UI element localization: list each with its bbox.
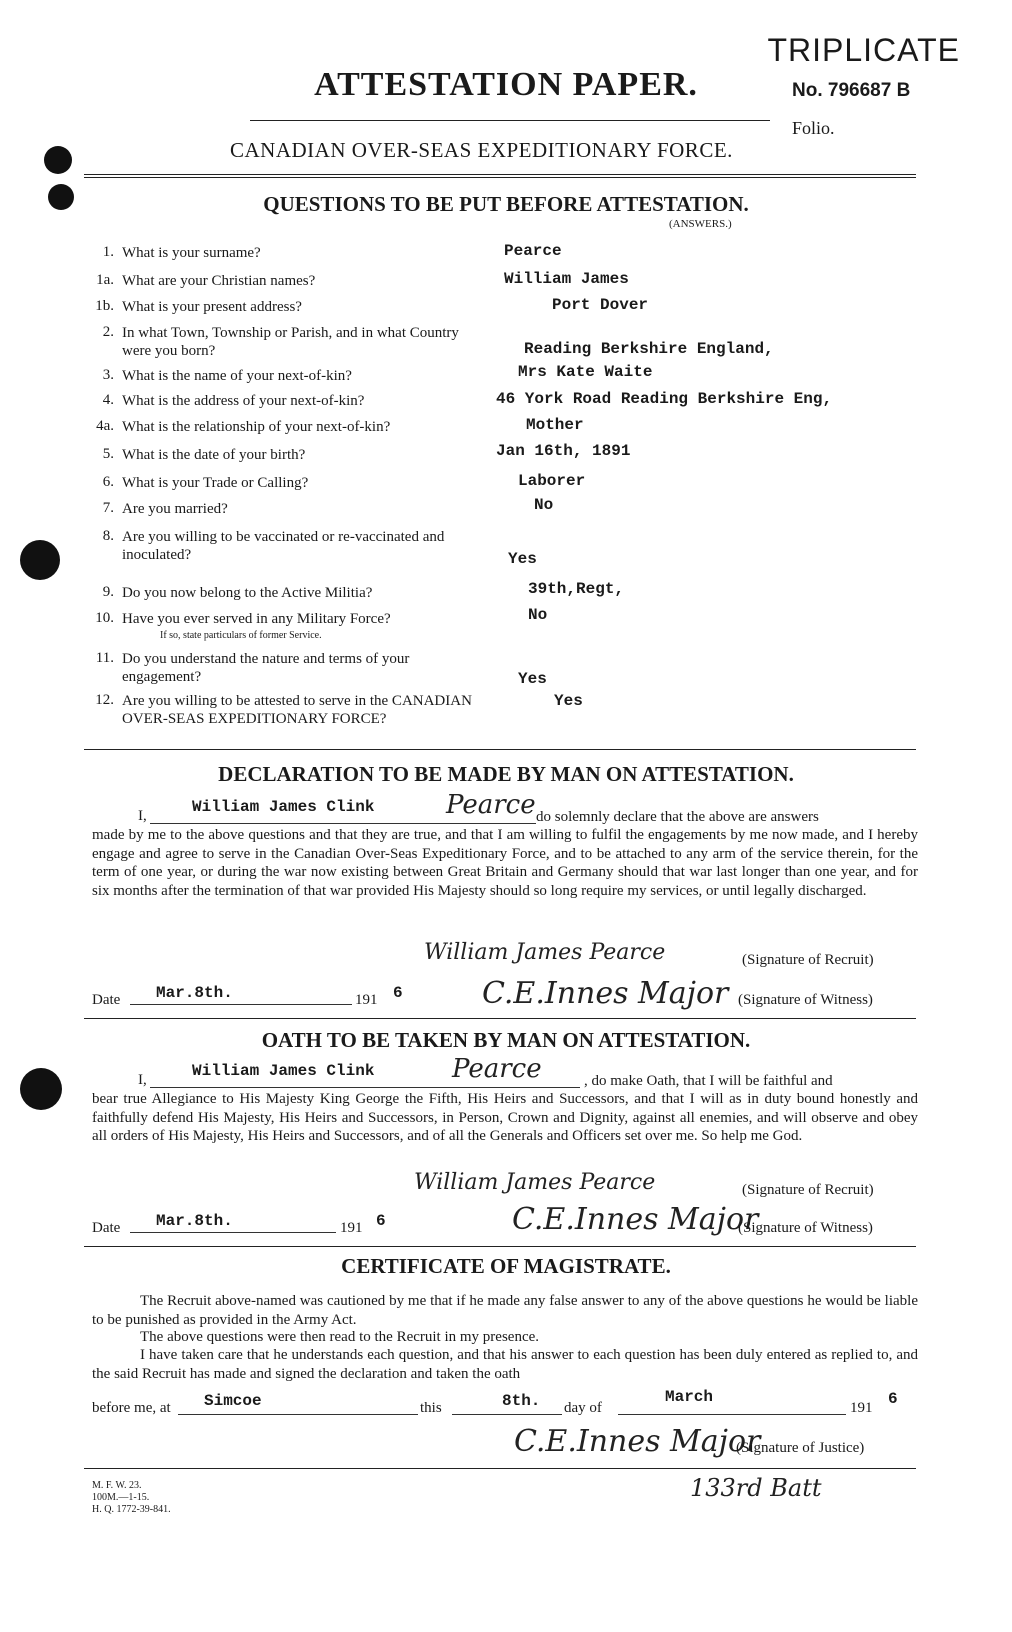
question-number: 4a. [96,418,114,434]
certificate-place: Simcoe [204,1392,262,1410]
declaration-recruit-signature: William James Pearce [424,940,666,965]
certificate-month: March [665,1388,714,1406]
page-title: ATTESTATION PAPER. [314,66,698,103]
footer-line-3: H. Q. 1772-39-841. [92,1504,171,1515]
oath-name-typed: William James Clink [192,1062,375,1080]
certificate-of-label: day of [564,1400,602,1416]
triplicate-stamp: TRIPLICATE [767,32,960,68]
answer-field: Pearce [504,242,562,260]
question-text: What is your present address? [122,299,302,315]
question-number: 12. [95,692,114,708]
answer-field: Reading Berkshire England, [524,340,774,358]
oath-year-prefix: 191 [340,1220,363,1236]
question-number: 7. [102,500,114,516]
unit-handwritten-note: 133rd Batt [690,1474,822,1502]
question-text: Are you willing to be attested to serve in the CANADIAN OVER-SEAS EXPEDITIONARY FORCE? [122,693,472,727]
question-number: 8. [102,528,114,544]
question-text: Are you willing to be vaccinated or re-vaccinated and inoculated? [122,529,445,563]
answer-field: 39th,Regt, [528,580,625,598]
divider [84,174,916,175]
justice-label: (Signature of Justice) [736,1440,865,1456]
fill-line [150,1087,580,1088]
declaration-name-handwritten: Pearce [446,790,536,820]
question-number: 10. [95,610,114,626]
question-text: What are your Christian names? [122,273,316,289]
fill-line [130,1232,336,1233]
answer-field: Mother [526,416,584,434]
punch-hole [20,1068,62,1110]
question-text: Do you understand the nature and terms of your engagement? [122,651,410,685]
divider [84,1246,916,1247]
oath-text: bear true Allegiance to His Majesty King George the Fifth, His Heirs and Successors, and that I will as in duty bound honestly and faithfully defend His Majesty, His Heirs and Successors, in Person, Crown and Dignity, against all enemies, and will observe and obey all orders of His Majesty, His Heirs and Successors, and of all the Generals and Officers set over me. So help me God. [92,1091,918,1144]
divider [84,749,916,750]
answer-field: Mrs Kate Waite [518,363,653,381]
oath-recruit-label: (Signature of Recruit) [742,1182,874,1198]
question-number: 2. [102,324,114,340]
question-text: Have you ever served in any Military Force? [122,611,391,627]
question-text: In what Town, Township or Parish, and in what Country were you born? [122,325,459,359]
certificate-before-label: before me, at [92,1400,171,1416]
declaration-i-label: I, [138,808,147,824]
fill-line [452,1414,562,1415]
certificate-day: 8th. [502,1392,541,1410]
fill-line [150,823,536,824]
divider [84,1018,916,1019]
fill-line [618,1414,846,1415]
footer-line-2: 100M.—1-15. [92,1492,150,1503]
oath-date-value: Mar.8th. [156,1212,233,1230]
declaration-witness-signature: C.E.Innes Major [482,976,729,1011]
question-text: What is the date of your birth? [122,447,306,463]
answer-field: Laborer [518,472,586,490]
declaration-text-start: do solemnly declare that the above are answers [536,809,819,825]
answer-field: No [534,496,554,514]
declaration-text: made by me to the above questions and that they are true, and that I am willing to fulfil the engagements by me now made, and I hereby engage and agree to serve in the Canadian Over-Seas Expeditionary Force, and to be attached to any arm of the service therein, for the term of one year, or during the war now existing between Great Britain and Germany should that war last longer than one year, and for six months after the termination of that war provided His Majesty should so long require my services, or until legally discharged. [92,827,918,899]
oath-name-handwritten: Pearce [452,1054,542,1084]
answer-field: Jan 16th, 1891 [496,442,631,460]
question-number: 1. [102,244,114,260]
question-text: What is the address of your next-of-kin? [122,393,365,409]
divider [250,120,770,121]
answer-field: Yes [554,692,583,710]
oath-date-label: Date [92,1220,121,1236]
certificate-heading: CERTIFICATE OF MAGISTRATE. [341,1254,671,1278]
divider [84,1468,916,1469]
declaration-date-value: Mar.8th. [156,984,233,1002]
question-text: What is your surname? [122,245,261,261]
question-number: 9. [102,584,114,600]
answer-field: Port Dover [552,296,649,314]
form-footer [92,1480,171,1516]
oath-witness-label: (Signature of Witness) [738,1220,873,1236]
question-number: 5. [102,446,114,462]
declaration-date-label: Date [92,992,121,1008]
question-text: What is your Trade or Calling? [122,475,309,491]
declaration-year-prefix: 191 [355,992,378,1008]
declaration-year-suffix: 6 [393,984,403,1002]
answer-field: No [528,606,548,624]
certificate-year-prefix: 191 [850,1400,873,1416]
answer-field: Yes [508,550,537,568]
folio-label: Folio. [792,118,835,138]
question-text: What is the relationship of your next-of-kin? [122,419,391,435]
oath-heading: OATH TO BE TAKEN BY MAN ON ATTESTATION. [261,1028,751,1052]
punch-hole [20,540,60,580]
question-note: If so, state particulars of former Service. [160,630,322,641]
justice-signature: C.E.Innes Major [514,1424,761,1459]
answer-field: 46 York Road Reading Berkshire Eng, [496,390,833,408]
form-number: No. 796687 B [792,80,911,101]
certificate-para-3: I have taken care that he understands each question, and that his answer to each question has been duly entered as replied to, and the said Recruit has made and signed the declaration and taken the oath [92,1347,918,1382]
answer-field: Yes [518,670,547,688]
oath-text-start: , do make Oath, that I will be faithful and [584,1073,833,1089]
declaration-heading: DECLARATION TO BE MADE BY MAN ON ATTESTATION. [218,762,794,786]
divider [84,177,916,178]
certificate-this-label: this [420,1400,442,1416]
oath-recruit-signature: William James Pearce [414,1170,656,1195]
answers-label: (ANSWERS.) [669,218,732,230]
question-number: 1a. [96,272,114,288]
question-number: 1b. [95,298,114,314]
footer-line-1: M. F. W. 23. [92,1480,142,1491]
fill-line [130,1004,352,1005]
declaration-recruit-label: (Signature of Recruit) [742,952,874,968]
question-number: 11. [95,650,114,666]
certificate-para-1: The Recruit above-named was cautioned by me that if he made any false answer to any of the above questions he would be liable to be punished as provided in the Army Act. [92,1293,918,1328]
question-text: Do you now belong to the Active Militia? [122,585,373,601]
answer-field: William James [504,270,629,288]
declaration-name-typed: William James Clink [192,798,375,816]
oath-i-label: I, [138,1072,147,1088]
question-number: 4. [102,392,114,408]
question-text: What is the name of your next-of-kin? [122,368,352,384]
question-number: 6. [102,474,114,490]
oath-year-suffix: 6 [376,1212,386,1230]
declaration-witness-label: (Signature of Witness) [738,992,873,1008]
questions-heading: QUESTIONS TO BE PUT BEFORE ATTESTATION. [263,192,749,216]
question-number: 3. [102,367,114,383]
punch-hole [44,146,72,174]
question-text: Are you married? [122,501,228,517]
page-subtitle: CANADIAN OVER-SEAS EXPEDITIONARY FORCE. [230,138,733,162]
fill-line [178,1414,418,1415]
certificate-year-suffix: 6 [888,1390,898,1408]
oath-witness-signature: C.E.Innes Major [512,1202,759,1237]
certificate-para-2: The above questions were then read to the Recruit in my presence. [140,1329,540,1345]
